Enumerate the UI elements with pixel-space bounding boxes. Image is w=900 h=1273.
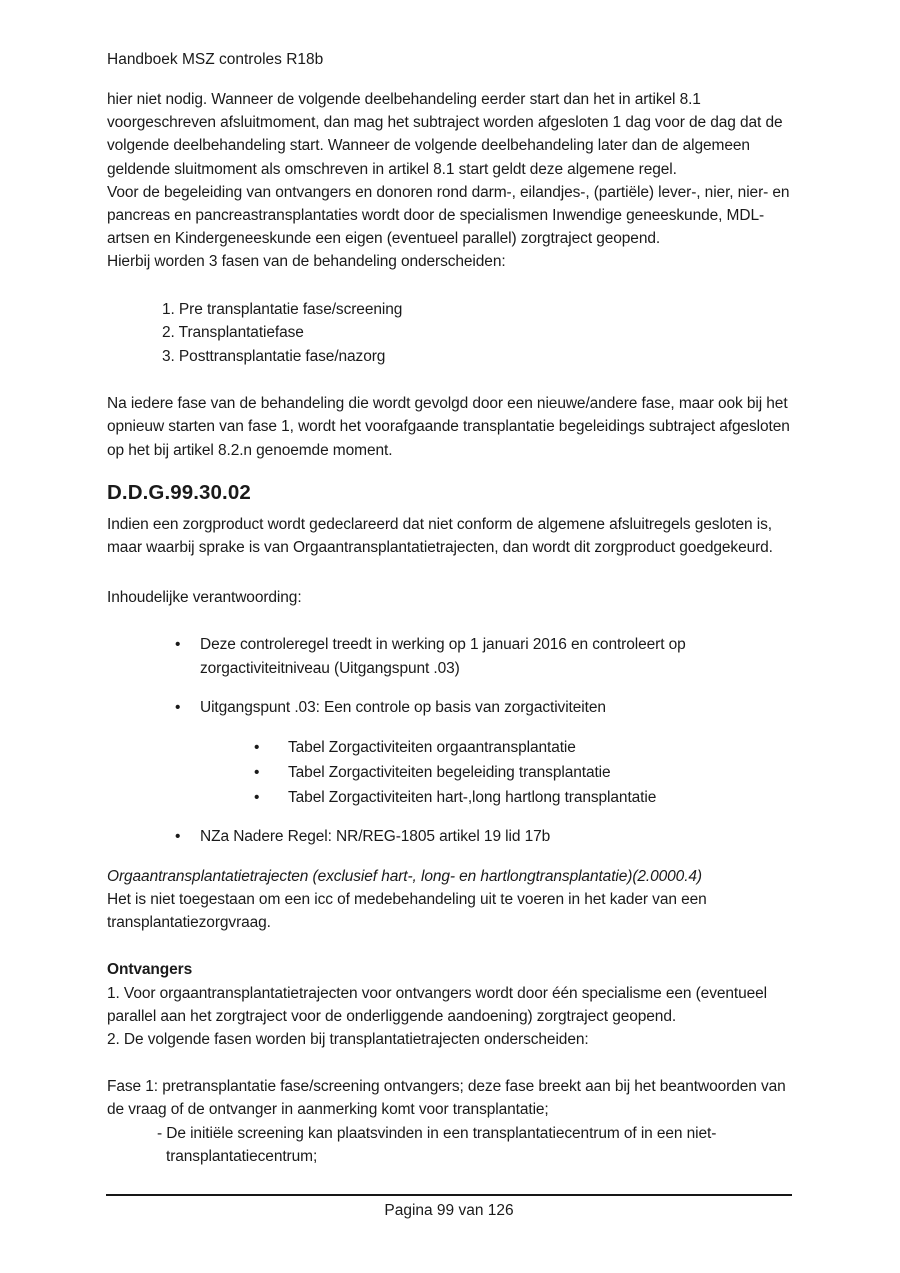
paragraph-rule-description: Indien een zorgproduct wordt gedeclareerd dat niet conform de algemene afsluitregels gesloten is, maar waarbij sprake is van Orgaantransplantatietrajecten, dan wordt dit zorgproduct goedgekeurd. [107,515,773,556]
sub-bullet-tabel-orgaantransplantatie: • Tabel Zorgactiviteiten orgaantransplantatie [107,736,793,760]
ontvangers-heading: Ontvangers [107,961,193,979]
rule-code-heading: D.D.G.99.30.02 [107,480,251,504]
justification-label: Inhoudelijke verantwoording: [107,589,302,607]
sub-bullet-tabel-hart-long: • Tabel Zorgactiviteiten hart-,long hartlong transplantatie [107,786,793,810]
bullet-nza-nadere-regel: • NZa Nadere Regel: NR/REG-1805 artikel 19 lid 17b [107,825,793,849]
paragraph-trajecten-body: Het is niet toegestaan om een icc of medebehandeling uit te voeren in het kader van een transplantatiezorgvraag. [107,891,707,932]
paragraph-fasen-intro: Hierbij worden 3 fasen van de behandeling onderscheiden: [107,253,506,271]
paragraph-begeleiding-transplantaties: Voor de begeleiding van ontvangers en donoren rond darm-, eilandjes-, (partiële) lever-, nier, nier- en pancreas en pancreastransplantaties wordt door de specialismen Inwendige geneeskunde, MDL-artsen en Kindergeneeskunde een eigen (eventueel parallel) zorgtraject geopend. [107,183,790,248]
bullet-uitgangspunt: • Uitgangspunt .03: Een controle op basis van zorgactiviteiten [107,696,793,720]
phases-numbered-list [107,298,793,369]
paragraph-afsluitregels: hier niet nodig. Wanneer de volgende deelbehandeling eerder start dan het in artikel 8.1 voorgeschreven afsluitmoment, dan mag het subtraject worden afgesloten 1 dag voor de dag dat de volgende deelbehandeling start. Wanneer de volgende deelbehandeling later dan de algemeen geldende sluitmoment als omschreven in artikel 8.1 start geldt deze algemene regel. [107,91,783,178]
phases-list-item-2: 2. Transplantatiefase [162,324,304,342]
document-header-title: Handboek MSZ controles R18b [107,51,324,68]
bullet-controleregel: • Deze controleregel treedt in werking op 1 januari 2016 en controleert op zorgactiviteitniveau (Uitgangspunt .03) [107,633,793,680]
fase-1-sub-item: - De initiële screening kan plaatsvinden in een transplantatiecentrum of in een niet-transplantatiecentrum; [157,1124,717,1166]
trajecten-italic-heading: Orgaantransplantatietrajecten (exclusief hart-, long- en hartlongtransplantatie)(2.0000.4) [107,867,702,885]
paragraph-after-phases: Na iedere fase van de behandeling die wordt gevolgd door een nieuwe/andere fase, maar ook bij het opnieuw starten van fase 1, wordt het voorafgaande transplantatie begeleidings subtraject afgesloten op het bij artikel 8.2.n genoemde moment. [107,395,790,459]
paragraph-ontvangers-2: 2. De volgende fasen worden bij transplantatietrajecten onderscheiden: [107,1031,589,1049]
sub-bullet-tabel-begeleiding: • Tabel Zorgactiviteiten begeleiding transplantatie [107,761,793,785]
paragraph-ontvangers-1: 1. Voor orgaantransplantatietrajecten voor ontvangers wordt door één specialisme een (eventueel parallel aan het zorgtraject voor de onderliggende aandoening) zorgtraject geopend. [107,984,767,1025]
tabel-sub-bullet-list [107,736,793,810]
page-footer [106,1194,792,1222]
paragraph-fase-1: Fase 1: pretransplantatie fase/screening ontvangers; deze fase breekt aan bij het beantwoorden van de vraag of de ontvanger in aanmerking komt voor transplantatie; [107,1078,786,1119]
phases-list-item-3: 3. Posttransplantatie fase/nazorg [162,347,386,365]
phases-list-item-1: 1. Pre transplantatie fase/screening [162,300,403,318]
page-number: Pagina 99 van 126 [384,1202,514,1219]
